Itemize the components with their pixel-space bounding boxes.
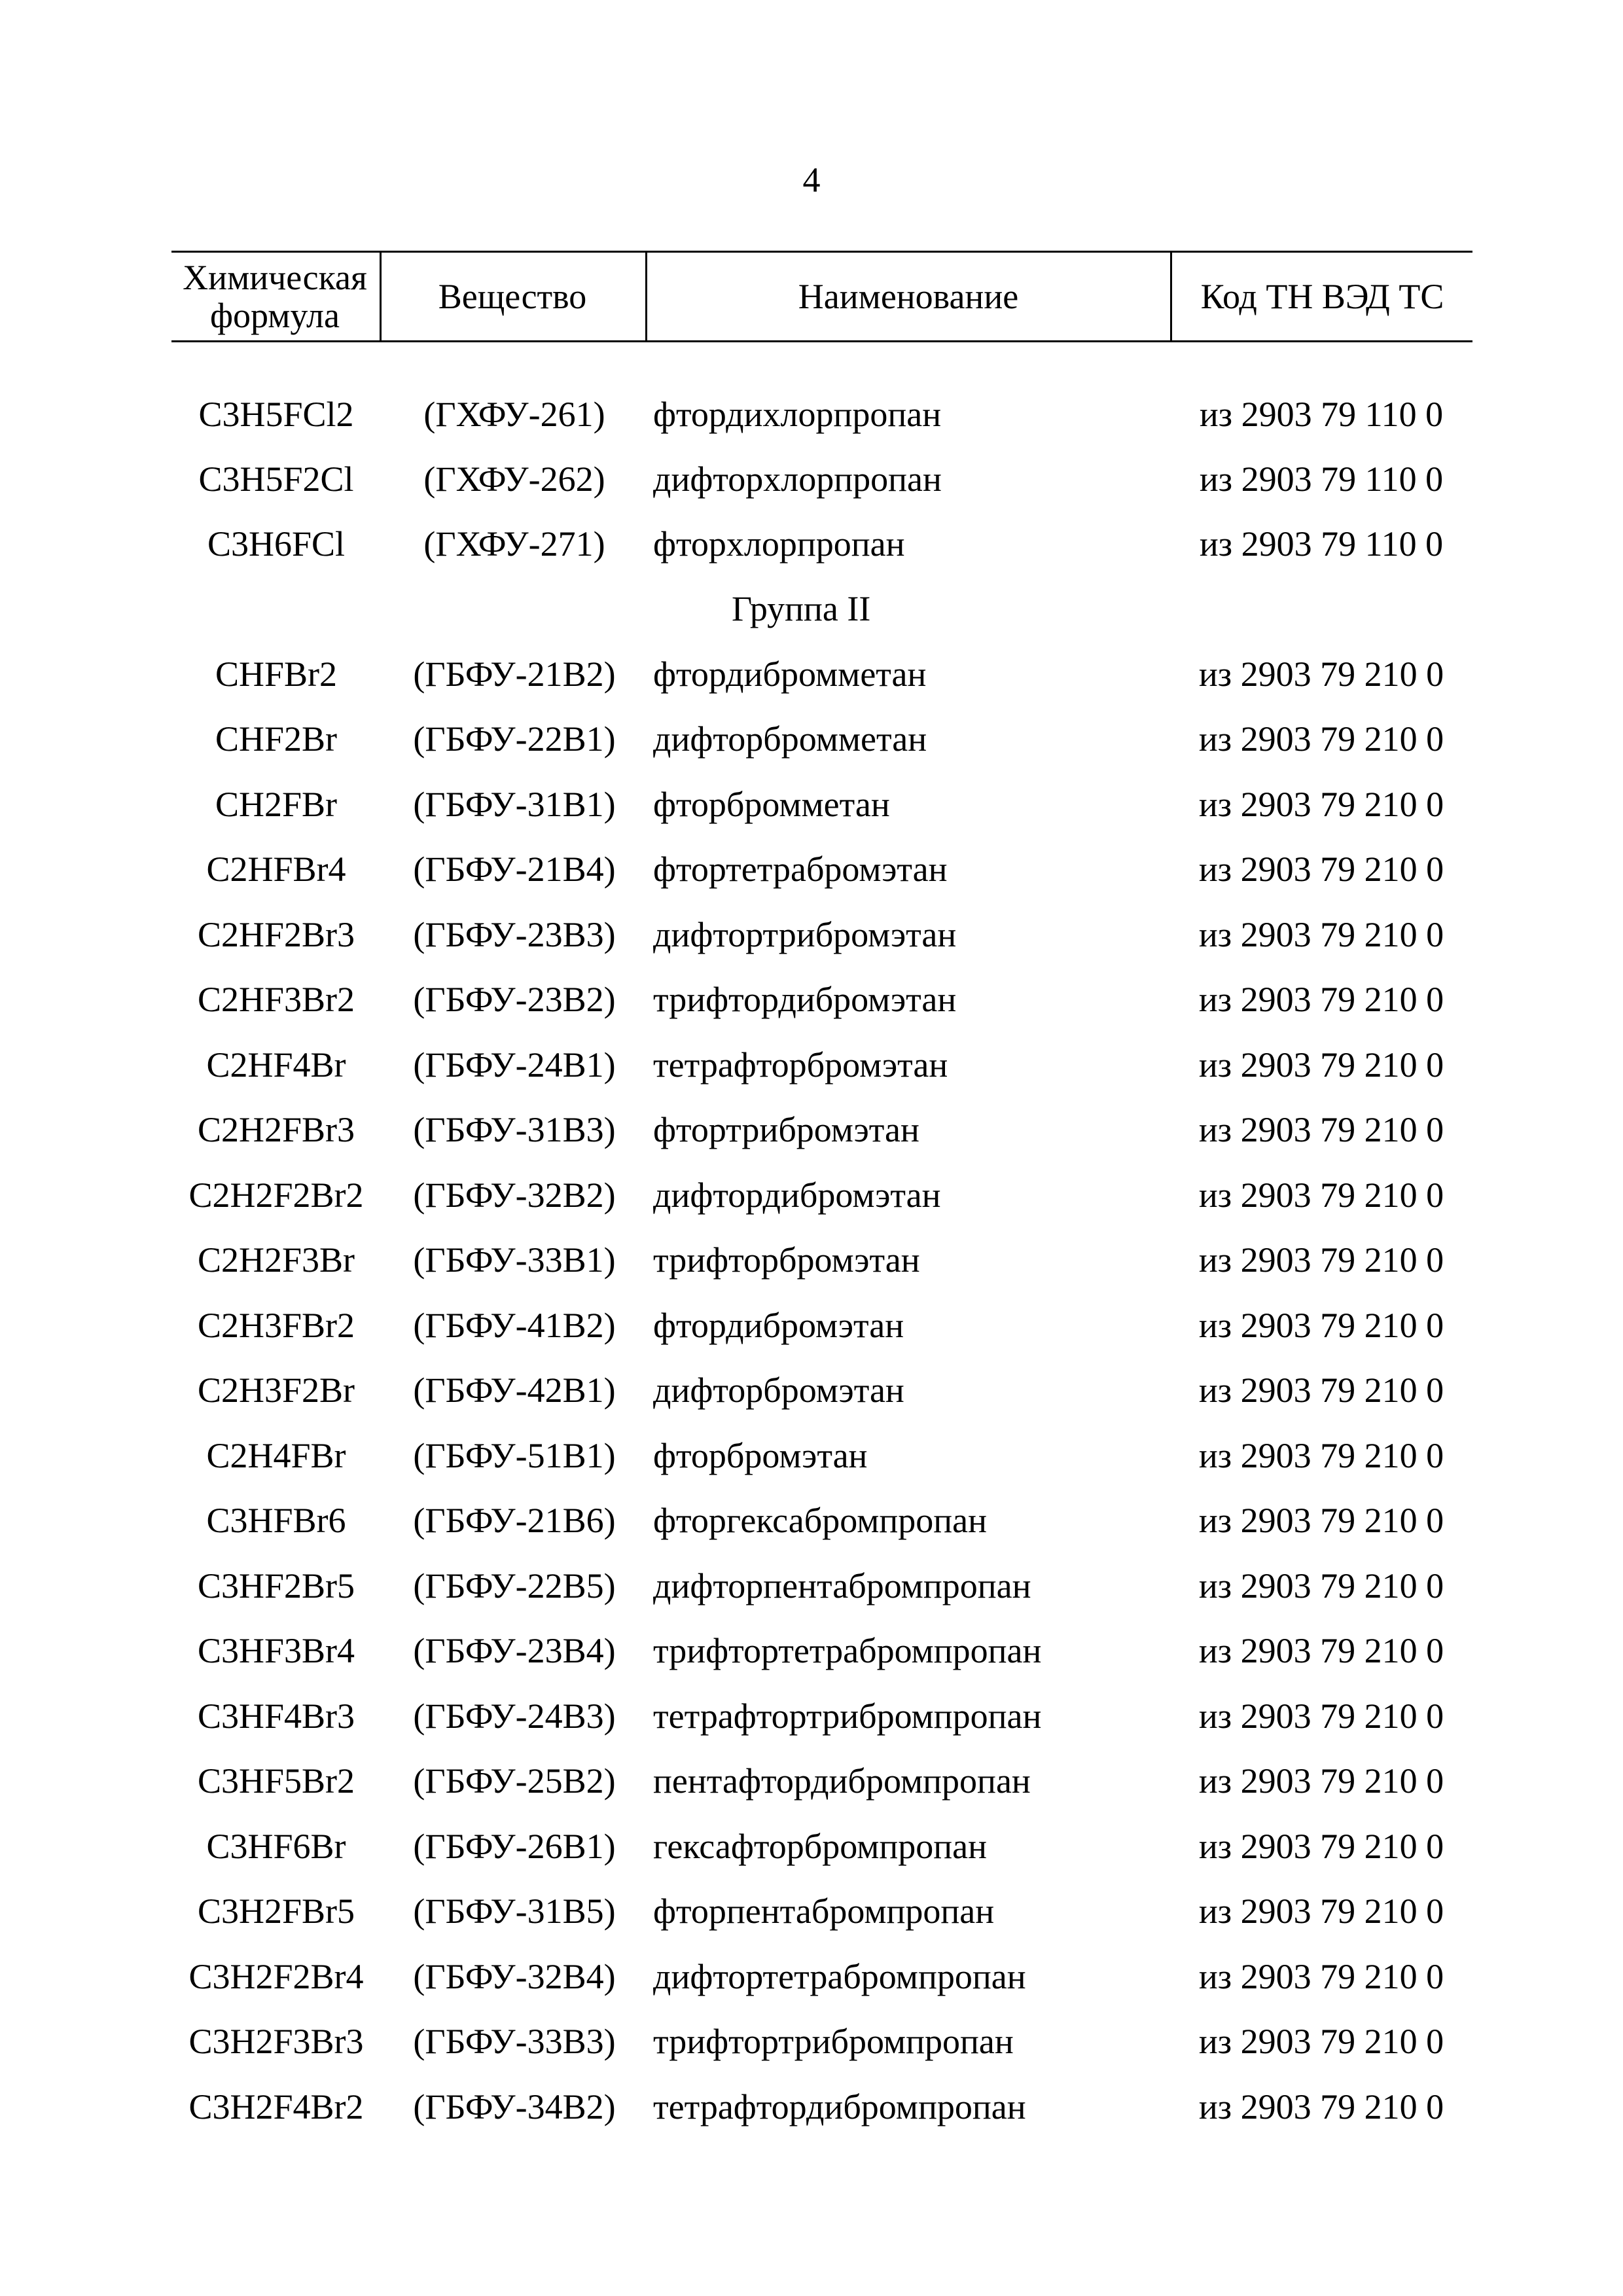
substance-cell: (ГБФУ-31B5) bbox=[413, 1892, 616, 1931]
formula-cell: C3HF4Br3 bbox=[197, 1696, 355, 1736]
formula-cell: C3H2F4Br2 bbox=[188, 2087, 364, 2126]
substance-cell: (ГБФУ-24B1) bbox=[413, 1045, 616, 1085]
table-row bbox=[0, 1364, 1623, 1416]
table-row bbox=[0, 1820, 1623, 1873]
substance-cell: (ГХФУ-261) bbox=[423, 395, 605, 434]
name-cell: фтортрибромэтан bbox=[653, 1110, 919, 1149]
name-cell: фтортетрабромэтан bbox=[653, 850, 948, 889]
table-row bbox=[0, 1234, 1623, 1286]
formula-cell: C2H3FBr2 bbox=[197, 1306, 355, 1345]
table-row bbox=[0, 1103, 1623, 1156]
substance-cell: (ГБФУ-31B1) bbox=[413, 785, 616, 824]
code-cell: из 2903 79 210 0 bbox=[1198, 1371, 1444, 1410]
substance-cell: (ГБФУ-51B1) bbox=[413, 1436, 616, 1475]
table-row bbox=[0, 1755, 1623, 1807]
code-cell: из 2903 79 210 0 bbox=[1198, 1045, 1444, 1085]
group-row bbox=[0, 583, 1623, 635]
formula-cell: C2H2F2Br2 bbox=[188, 1175, 364, 1215]
substance-cell: (ГБФУ-34B2) bbox=[413, 2087, 616, 2126]
table-row bbox=[0, 648, 1623, 700]
formula-cell: C3HF2Br5 bbox=[197, 1566, 355, 1605]
name-cell: фторгексабромпропан bbox=[653, 1501, 988, 1540]
name-cell: гексафторбромпропан bbox=[653, 1827, 988, 1866]
substance-cell: (ГБФУ-26B1) bbox=[413, 1827, 616, 1866]
table-row bbox=[0, 843, 1623, 895]
code-cell: из 2903 79 210 0 bbox=[1198, 1436, 1444, 1475]
substance-cell: (ГБФУ-23B3) bbox=[413, 915, 616, 954]
formula-cell: C2H4FBr bbox=[206, 1436, 346, 1475]
header-code-label: Код ТН ВЭД ТС bbox=[1200, 277, 1444, 316]
name-cell: фтордихлорпропан bbox=[653, 395, 942, 434]
table-row bbox=[0, 1690, 1623, 1742]
formula-cell: C2HFBr4 bbox=[206, 850, 346, 889]
substance-cell: (ГБФУ-23B4) bbox=[413, 1631, 616, 1670]
substance-cell: (ГБФУ-23B2) bbox=[413, 980, 616, 1019]
table-row bbox=[0, 1169, 1623, 1221]
table-row bbox=[0, 453, 1623, 505]
substance-cell: (ГБФУ-32B4) bbox=[413, 1957, 616, 1996]
name-cell: тетрафтордибромпропан bbox=[653, 2087, 1026, 2126]
table-row bbox=[0, 973, 1623, 1026]
name-cell: трифтортрибромпропан bbox=[653, 2022, 1014, 2061]
name-cell: дифтордибромэтан bbox=[653, 1175, 941, 1215]
code-cell: из 2903 79 210 0 bbox=[1198, 719, 1444, 759]
substance-cell: (ГБФУ-22B1) bbox=[413, 719, 616, 759]
code-cell: из 2903 79 210 0 bbox=[1198, 980, 1444, 1019]
code-cell: из 2903 79 210 0 bbox=[1198, 1631, 1444, 1670]
code-cell: из 2903 79 210 0 bbox=[1198, 2087, 1444, 2126]
formula-cell: C3H2FBr5 bbox=[197, 1892, 355, 1931]
table-row bbox=[0, 2145, 1623, 2198]
formula-cell: C3H2F3Br3 bbox=[188, 2022, 364, 2061]
formula-cell: C3HF3Br4 bbox=[197, 1631, 355, 1670]
code-cell: из 2903 79 110 0 bbox=[1199, 524, 1444, 564]
name-cell: трифторбромэтан bbox=[653, 1240, 920, 1280]
substance-cell: (ГБФУ-33B1) bbox=[413, 1240, 616, 1280]
substance-cell: (ГБФУ-21B4) bbox=[413, 850, 616, 889]
formula-cell: C3HF5Br2 bbox=[197, 1761, 355, 1801]
name-cell: фторпентабромпропан bbox=[653, 1892, 995, 1931]
name-cell: фторбромэтан bbox=[653, 1436, 868, 1475]
code-cell: из 2903 79 210 0 bbox=[1198, 1501, 1444, 1540]
substance-cell: (ГБФУ-32B2) bbox=[413, 1175, 616, 1215]
code-cell: из 2903 79 210 0 bbox=[1198, 850, 1444, 889]
substance-cell: (ГБФУ-25B2) bbox=[413, 1761, 616, 1801]
name-cell: фторбромметан bbox=[653, 785, 890, 824]
code-cell: из 2903 79 210 0 bbox=[1198, 1306, 1444, 1345]
table-row bbox=[0, 713, 1623, 765]
name-cell: фторхлорпропан bbox=[653, 524, 905, 564]
group-title: Группа II bbox=[732, 589, 871, 628]
code-cell: из 2903 79 210 0 bbox=[1198, 2022, 1444, 2061]
header-substance-label: Вещество bbox=[438, 277, 587, 316]
substance-cell: (ГХФУ-262) bbox=[423, 459, 605, 499]
code-cell: из 2903 79 210 0 bbox=[1198, 1696, 1444, 1736]
table-row bbox=[0, 1299, 1623, 1352]
code-cell: из 2903 79 210 0 bbox=[1198, 1892, 1444, 1931]
table-row bbox=[0, 1885, 1623, 1937]
formula-cell: CHF2Br bbox=[215, 719, 338, 759]
table-row bbox=[0, 1950, 1623, 2003]
substance-cell: (ГХФУ-271) bbox=[423, 524, 605, 564]
header-code bbox=[1172, 253, 1472, 340]
table-row bbox=[0, 1494, 1623, 1547]
formula-cell: C2HF3Br2 bbox=[197, 980, 355, 1019]
name-cell: дифторбромметан bbox=[653, 719, 927, 759]
formula-cell: CH2FBr bbox=[215, 785, 338, 824]
formula-cell: C3H5FCl2 bbox=[198, 395, 354, 434]
table-row bbox=[0, 1039, 1623, 1091]
name-cell: трифтордибромэтан bbox=[653, 980, 957, 1019]
substance-cell: (ГБФУ-31B3) bbox=[413, 1110, 616, 1149]
formula-cell: C3HFBr6 bbox=[206, 1501, 346, 1540]
header-substance bbox=[382, 253, 643, 340]
formula-cell: CHFBr2 bbox=[215, 655, 338, 694]
table-row bbox=[0, 388, 1623, 440]
formula-cell: C3H6FCl bbox=[207, 524, 346, 564]
code-cell: из 2903 79 210 0 bbox=[1198, 1957, 1444, 1996]
table-row bbox=[0, 908, 1623, 961]
substance-cell: (ГБФУ-21B6) bbox=[413, 1501, 616, 1540]
code-cell: из 2903 79 210 0 bbox=[1198, 1566, 1444, 1605]
formula-cell: C2H2FBr3 bbox=[197, 1110, 355, 1149]
code-cell: из 2903 79 210 0 bbox=[1198, 655, 1444, 694]
header-name-label: Наименование bbox=[798, 277, 1019, 316]
formula-cell: C3HF6Br bbox=[206, 1827, 346, 1866]
table-row bbox=[0, 1560, 1623, 1612]
table-row bbox=[0, 778, 1623, 831]
name-cell: фтордибромметан bbox=[653, 655, 927, 694]
table-header bbox=[171, 251, 1472, 342]
name-cell: дифтортрибромэтан bbox=[653, 915, 957, 954]
page-number: 4 bbox=[802, 160, 821, 200]
name-cell: дифтортетрабромпропан bbox=[653, 1957, 1026, 1996]
name-cell: фтордибромэтан bbox=[653, 1306, 904, 1345]
name-cell: дифторпентабромпропан bbox=[653, 1566, 1031, 1605]
code-cell: из 2903 79 210 0 bbox=[1198, 1240, 1444, 1280]
table-row bbox=[0, 1429, 1623, 1482]
header-name bbox=[647, 253, 1169, 340]
substance-cell: (ГБФУ-42B1) bbox=[413, 1371, 616, 1410]
table-row bbox=[0, 2081, 1623, 2133]
formula-cell: C3H5F2Cl bbox=[198, 459, 354, 499]
code-cell: из 2903 79 210 0 bbox=[1198, 915, 1444, 954]
name-cell: трифтортетрабромпропан bbox=[653, 1631, 1042, 1670]
formula-cell: C2H3F2Br bbox=[197, 1371, 355, 1410]
code-cell: из 2903 79 210 0 bbox=[1198, 1827, 1444, 1866]
name-cell: тетрафторбромэтан bbox=[653, 1045, 948, 1085]
table-row bbox=[0, 2015, 1623, 2068]
code-cell: из 2903 79 210 0 bbox=[1198, 1175, 1444, 1215]
formula-cell: C2HF4Br bbox=[206, 1045, 346, 1085]
formula-cell: C3H2F2Br4 bbox=[188, 1957, 364, 1996]
substance-cell: (ГБФУ-22B5) bbox=[413, 1566, 616, 1605]
substance-cell: (ГБФУ-24B3) bbox=[413, 1696, 616, 1736]
code-cell: из 2903 79 210 0 bbox=[1198, 1110, 1444, 1149]
formula-cell: C2H2F3Br bbox=[197, 1240, 355, 1280]
table-row bbox=[0, 518, 1623, 570]
substance-cell: (ГБФУ-21B2) bbox=[413, 655, 616, 694]
name-cell: пентафтордибромпропан bbox=[653, 1761, 1031, 1801]
code-cell: из 2903 79 110 0 bbox=[1199, 459, 1444, 499]
header-formula bbox=[171, 253, 378, 340]
substance-cell: (ГБФУ-41B2) bbox=[413, 1306, 616, 1345]
name-cell: дифторбромэтан bbox=[653, 1371, 904, 1410]
code-cell: из 2903 79 210 0 bbox=[1198, 785, 1444, 824]
substance-cell: (ГБФУ-33B3) bbox=[413, 2022, 616, 2061]
header-formula-label: Химическая формула bbox=[183, 258, 367, 335]
code-cell: из 2903 79 110 0 bbox=[1199, 395, 1444, 434]
name-cell: тетрафтортрибромпропан bbox=[653, 1696, 1042, 1736]
formula-cell: C2HF2Br3 bbox=[197, 915, 355, 954]
table-row bbox=[0, 1624, 1623, 1677]
name-cell: дифторхлорпропан bbox=[653, 459, 942, 499]
code-cell: из 2903 79 210 0 bbox=[1198, 1761, 1444, 1801]
